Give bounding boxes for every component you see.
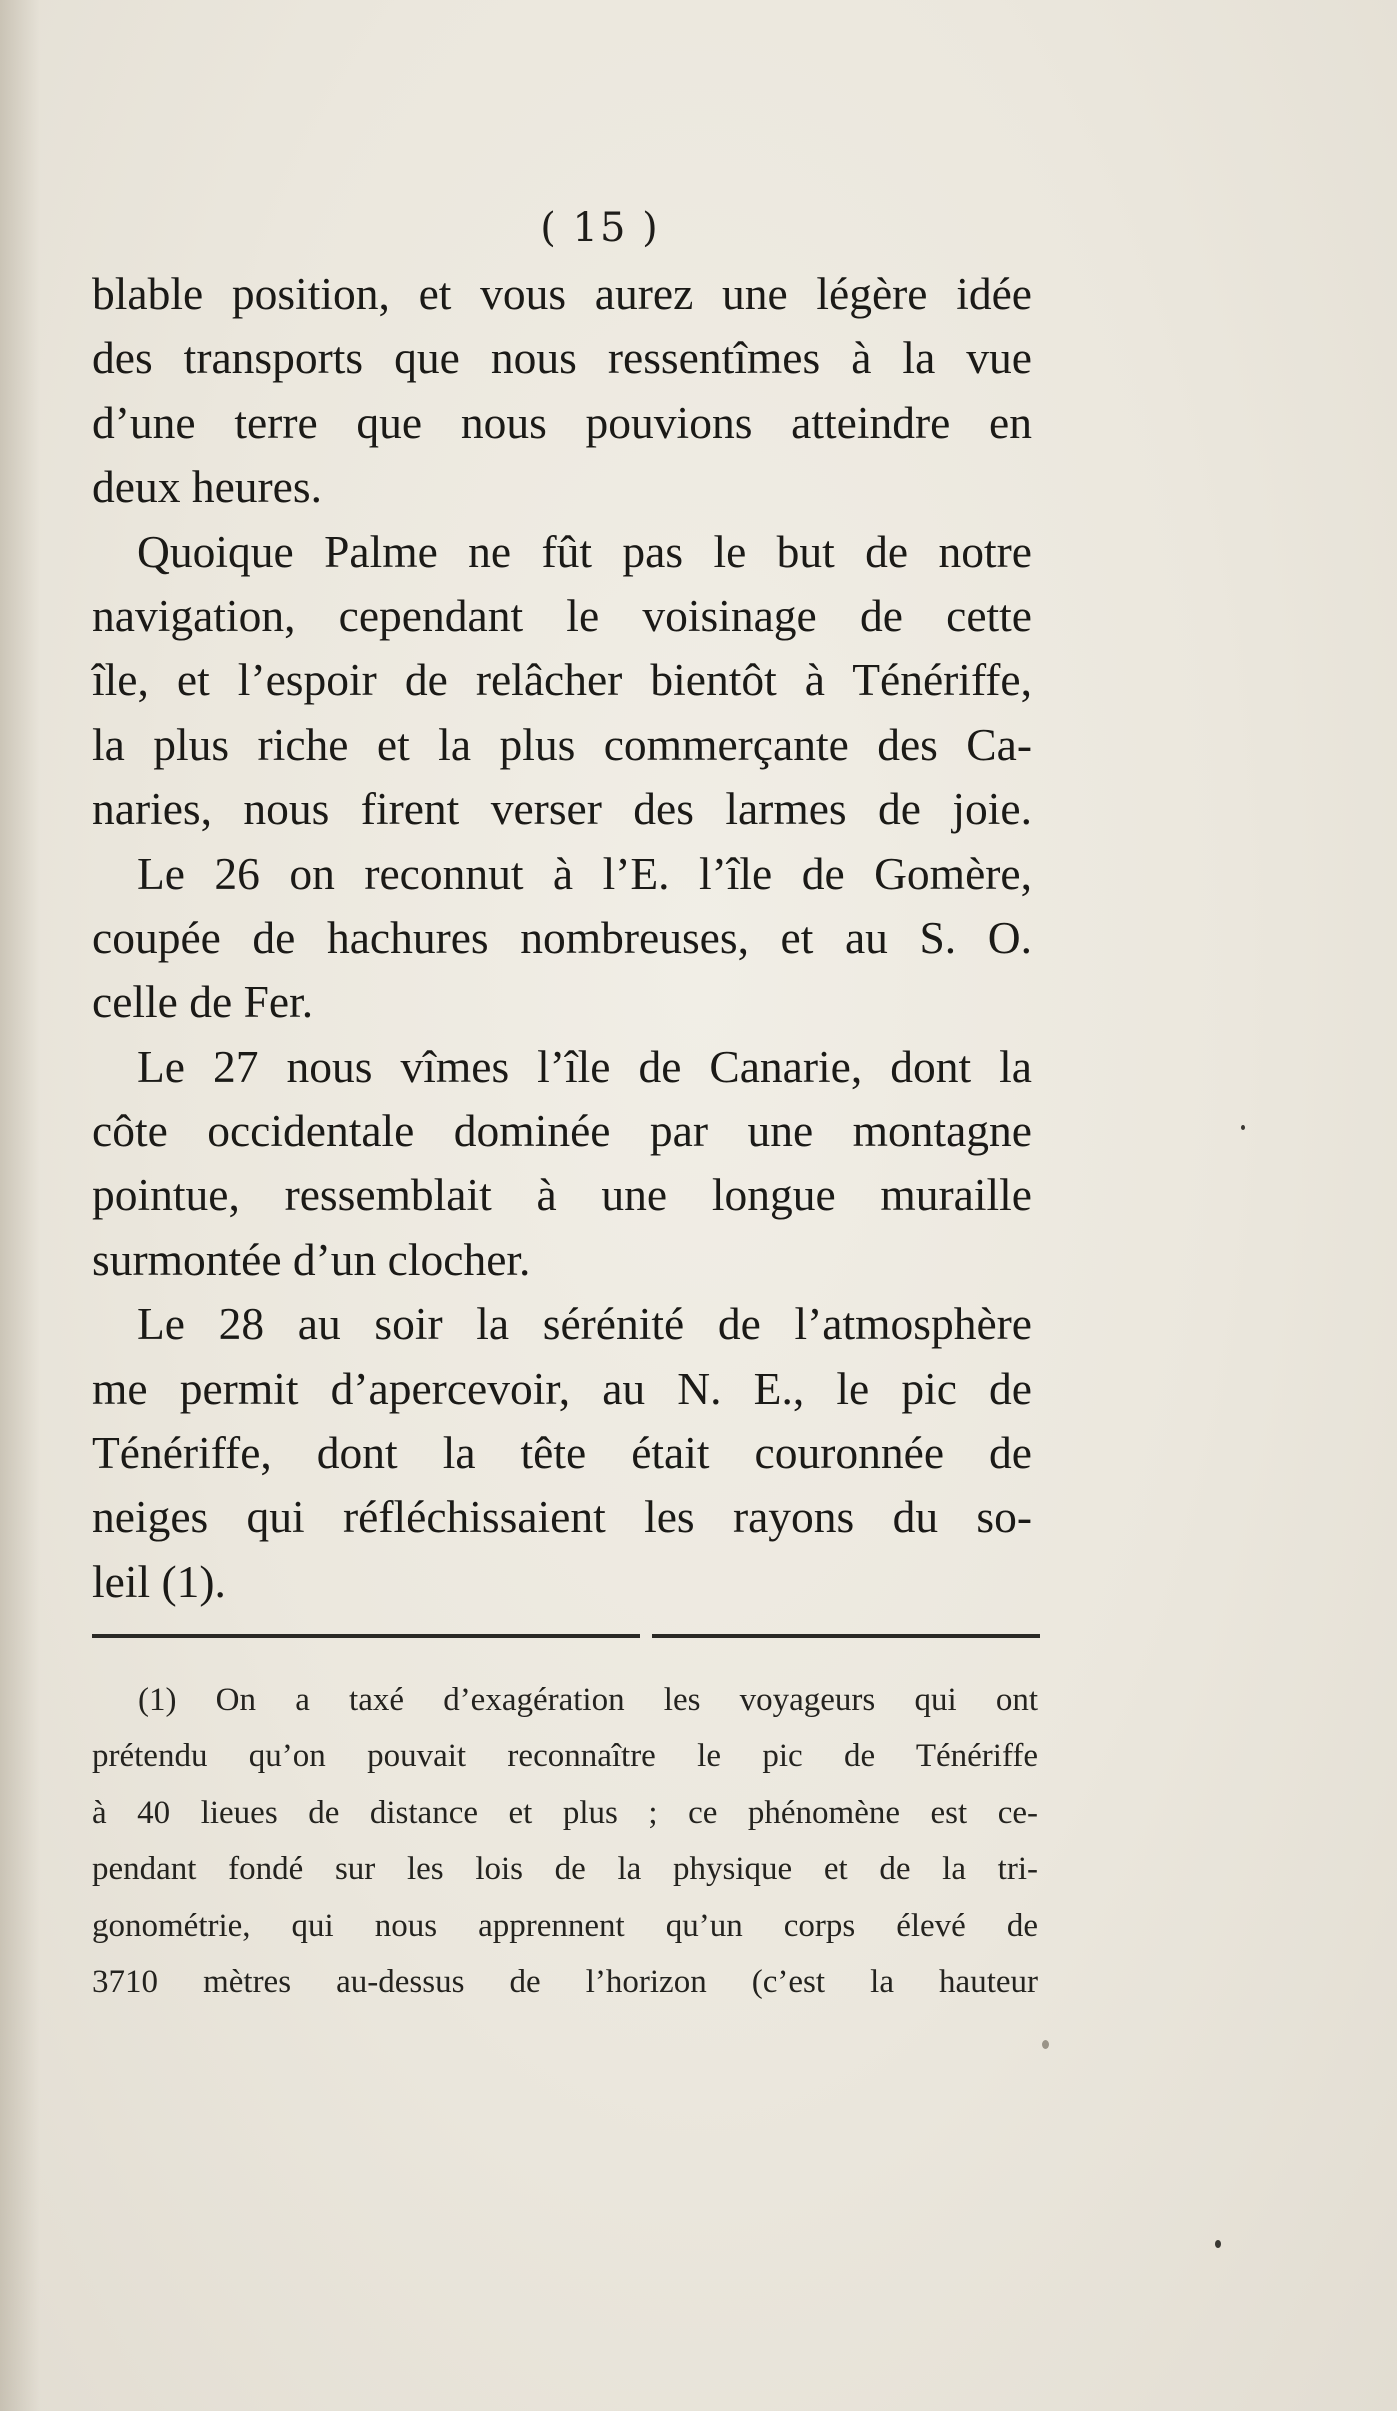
text-line: Le 28 au soir la sérénité de l’atmosphère <box>137 1298 1032 1350</box>
text-line: neiges qui réfléchissaient les rayons du so- <box>92 1491 1032 1543</box>
text-line: d’une terre que nous pouvions atteindre en <box>92 396 1032 448</box>
text-line: Ténériffe, dont la tête était couronnée de <box>92 1427 1032 1479</box>
footnote <box>92 1672 1038 2010</box>
text-line: naries, nous firent verser des larmes de joie. <box>92 783 1032 835</box>
footnote-line: à 40 lieues de distance et plus ; ce phénomène est ce- <box>92 1794 1038 1831</box>
text-line: la plus riche et la plus commerçante des Ca- <box>92 718 1032 770</box>
text-line: Le 26 on reconnut à l’E. l’île de Gomère, <box>137 847 1032 899</box>
text-line: Quoique Palme ne fût pas le but de notre <box>137 525 1032 577</box>
main-text <box>92 262 1032 1614</box>
text-line: des transports que nous ressentîmes à la vue <box>92 332 1032 384</box>
footnote-line: prétendu qu’on pouvait reconnaître le pic de Ténériffe <box>92 1738 1038 1775</box>
page-edge-shadow <box>0 0 40 2411</box>
footnote-rule-right <box>652 1634 1040 1638</box>
text-line: île, et l’espoir de relâcher bientôt à Ténériffe, <box>92 654 1032 706</box>
page-number: ( 15 ) <box>540 205 660 251</box>
text-line: Le 27 nous vîmes l’île de Canarie, dont la <box>137 1040 1032 1092</box>
paper-speck <box>1042 2040 1049 2049</box>
text-line: pointue, ressemblait à une longue muraille <box>92 1169 1032 1221</box>
footnote-line: (1) On a taxé d’exagération les voyageurs qui ont <box>138 1682 1038 1718</box>
footnote-line: pendant fondé sur les lois de la physique et de la tri- <box>92 1851 1038 1888</box>
footnote-rule-left <box>92 1634 640 1638</box>
text-line: surmontée d’un clocher. <box>92 1233 531 1285</box>
paper-speck <box>1215 2240 1221 2248</box>
text-line: côte occidentale dominée par une montagne <box>92 1105 1032 1157</box>
text-line: leil (1). <box>92 1555 226 1607</box>
text-line: celle de Fer. <box>92 976 314 1028</box>
footnote-line: 3710 mètres au-dessus de l’horizon (c’est la hauteur <box>92 1963 1038 2000</box>
footnote-line: gonométrie, qui nous apprennent qu’un corps élevé de <box>92 1907 1038 1944</box>
text-line: navigation, cependant le voisinage de cette <box>92 589 1032 641</box>
text-line: coupée de hachures nombreuses, et au S. O. <box>92 911 1032 963</box>
text-line: deux heures. <box>92 461 322 513</box>
text-line: me permit d’apercevoir, au N. E., le pic de <box>92 1362 1032 1414</box>
paper-speck <box>1241 1125 1245 1130</box>
text-line: blable position, et vous aurez une légère idée <box>92 268 1032 319</box>
